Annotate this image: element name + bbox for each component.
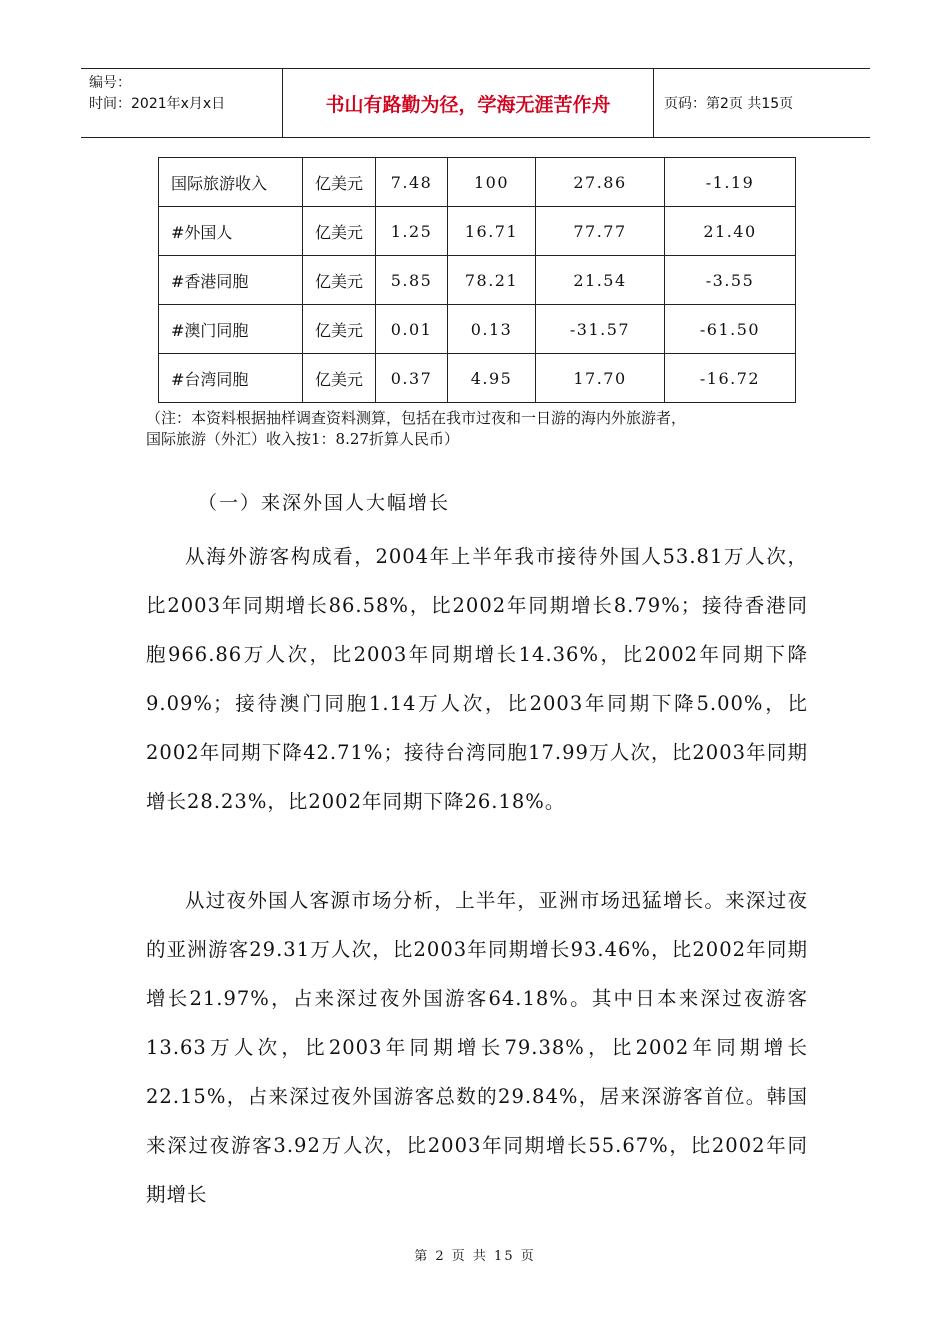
table-cell: 亿美元: [303, 256, 376, 305]
table-cell: -3.55: [665, 256, 796, 305]
table-cell: 100: [448, 158, 536, 207]
table-cell: 17.70: [536, 354, 665, 403]
note-line-1: （注：本资料根据抽样调查资料测算，包括在我市过夜和一日游的海内外旅游者，: [146, 409, 687, 427]
table-cell: 亿美元: [303, 158, 376, 207]
note-line-2: 国际旅游（外汇）收入按1：8.27折算人民币）: [146, 430, 459, 448]
page-footer: 第 2 页 共 15 页: [414, 1249, 536, 1264]
table-cell: #澳门同胞: [159, 305, 303, 354]
header-meta: [81, 69, 282, 137]
table-cell: #外国人: [159, 207, 303, 256]
table-cell: 21.54: [536, 256, 665, 305]
table-cell: -61.50: [665, 305, 796, 354]
table-cell: -1.19: [665, 158, 796, 207]
table-cell: 21.40: [665, 207, 796, 256]
section-title: （一）来深外国人大幅增长: [198, 492, 451, 514]
table-row: [159, 207, 796, 256]
table-row: [159, 256, 796, 305]
table-cell: 亿美元: [303, 305, 376, 354]
table-cell: 0.37: [376, 354, 448, 403]
header-motto: 书山有路勤为径，学海无涯苦作舟: [282, 69, 654, 137]
table-cell: 5.85: [376, 256, 448, 305]
table-note: [146, 408, 826, 450]
table-cell: 0.13: [448, 305, 536, 354]
table-row: [159, 354, 796, 403]
paragraph-2: 从过夜外国人客源市场分析，上半年，亚洲市场迅猛增长。来深过夜的亚洲游客29.31万人次，比2003年同期增长93.46%，比2002年同期增长21.97%，占来深过夜外国游客64.18%。其中日本来深过夜游客13.63万人次，比2003年同期增长79.38%，比2002年同期增长22.15%，占来深过夜外国游客总数的29.84%，居来深游客首位。韩国来深过夜游客3.92万人次，比2003年同期增长55.67%，比2002年同期增长: [146, 889, 808, 1206]
table-cell: 77.77: [536, 207, 665, 256]
table-cell: 27.86: [536, 158, 665, 207]
table-cell: #香港同胞: [159, 256, 303, 305]
paragraph-1: 从海外游客构成看，2004年上半年我市接待外国人53.81万人次，比2003年同期增长86.58%，比2002年同期增长8.79%；接待香港同胞966.86万人次，比2003年同期增长14.36%，比2002年同期下降9.09%；接待澳门同胞1.14万人次，比2003年同期下降5.00%，比2002年同期下降42.71%；接待台湾同胞17.99万人次，比2003年同期增长28.23%，比2002年同期下降26.18%。: [146, 545, 808, 813]
tourism-income-table: [158, 157, 796, 403]
table-row: [159, 305, 796, 354]
table-cell: #台湾同胞: [159, 354, 303, 403]
table-cell: 78.21: [448, 256, 536, 305]
table-cell: 7.48: [376, 158, 448, 207]
table-cell: 亿美元: [303, 354, 376, 403]
table-cell: 亿美元: [303, 207, 376, 256]
table-cell: 0.01: [376, 305, 448, 354]
table-cell: 4.95: [448, 354, 536, 403]
header-page-label: 页码：第2页 共15页: [664, 96, 794, 112]
page-header: [81, 68, 870, 138]
code-label: 编号：: [89, 75, 131, 91]
table-cell: 1.25: [376, 207, 448, 256]
table-cell: -31.57: [536, 305, 665, 354]
time-label: 时间：2021年x月x日: [89, 96, 226, 112]
table-cell: 国际旅游收入: [159, 158, 303, 207]
table-cell: 16.71: [448, 207, 536, 256]
table-cell: -16.72: [665, 354, 796, 403]
table-row: [159, 158, 796, 207]
